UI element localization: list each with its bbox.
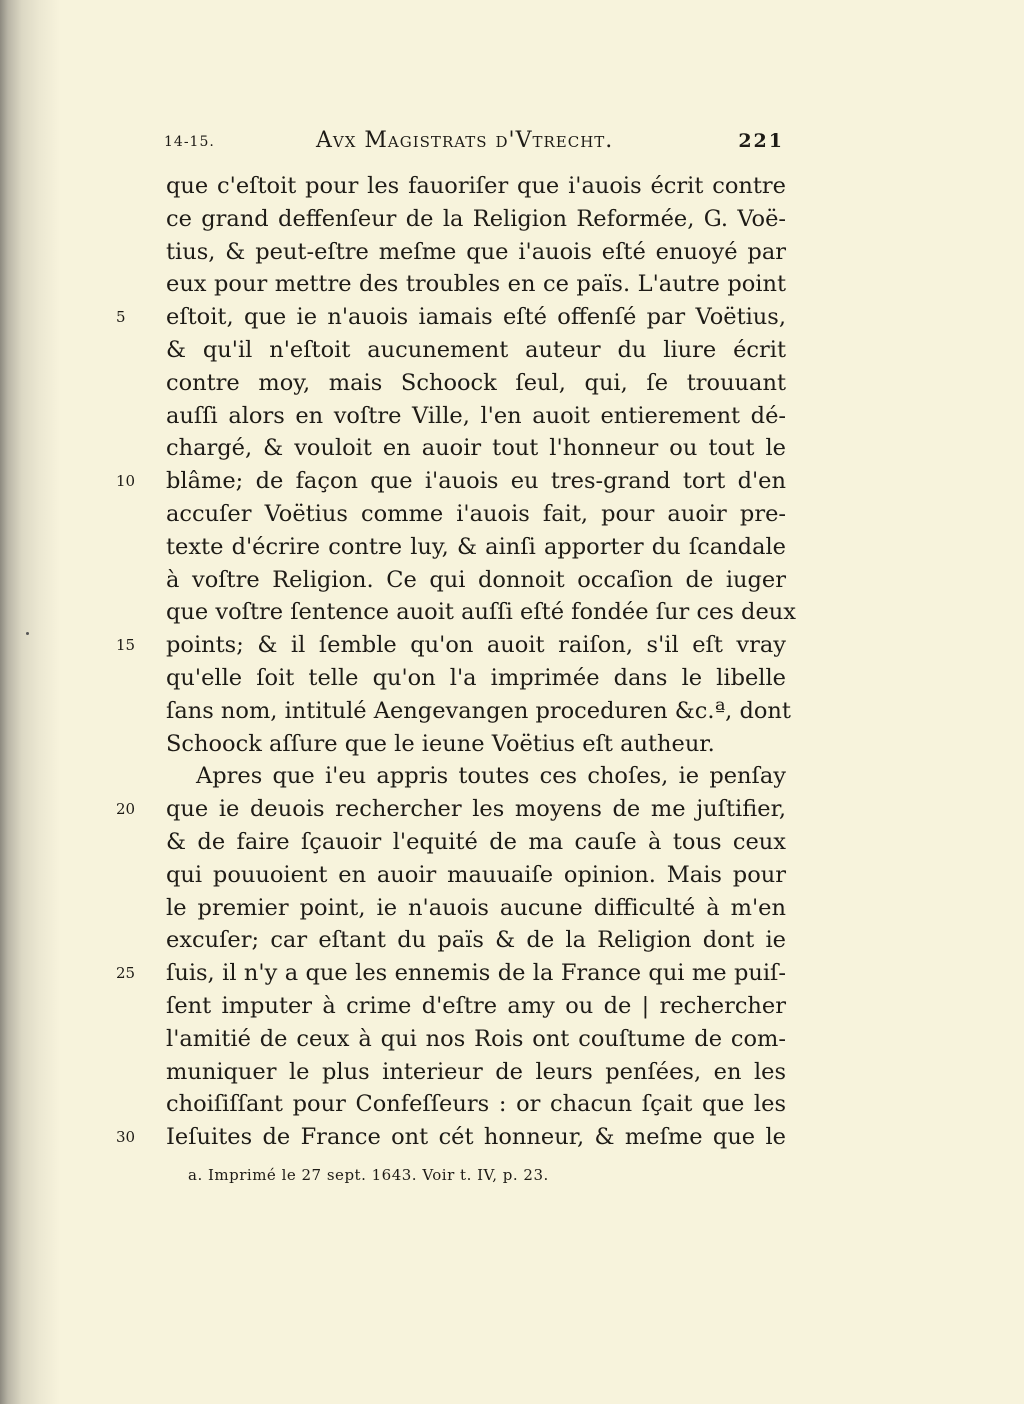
page-number: 221 (738, 130, 784, 152)
text-line (166, 1088, 786, 1121)
line-text: & de faire ſçauoir l'equité de ma cauſe à tous ceux (166, 828, 786, 855)
book-gutter-shadow (0, 0, 60, 1404)
line-text: le premier point, ie n'auois aucune difficulté à m'en (166, 894, 786, 921)
text-line (166, 760, 786, 793)
line-text: que voſtre ſentence auoit auſſi eſté fondée ſur ces deux (166, 599, 796, 626)
text-line (116, 301, 786, 334)
line-number: 10 (116, 472, 136, 491)
line-text: excuſer; car eſtant du païs & de la Religion dont ie (166, 927, 786, 954)
line-text: choiſiſſant pour Confeſſeurs : or chacun ſçait que les (166, 1091, 786, 1118)
text-line (166, 432, 786, 465)
text-line (166, 826, 786, 859)
text-line (166, 596, 796, 629)
line-text: eſtoit, que ie n'auois iamais eſté offenſé par Voëtius, (166, 304, 786, 331)
line-text: ce grand deffenſeur de la Religion Reformée, G. Voë- (166, 205, 786, 232)
line-text: à voſtre Religion. Ce qui donnoit occaſion de iuger (166, 566, 786, 593)
line-text: Ieſuites de France ont cét honneur, & meſme que le (166, 1124, 786, 1151)
line-number: 25 (116, 964, 136, 983)
text-line (166, 268, 786, 301)
text-line (166, 1023, 786, 1056)
line-text: muniquer le plus interieur de leurs penſées, en les (166, 1058, 786, 1085)
line-text: eux pour mettre des troubles en ce païs. L'autre point (166, 271, 786, 298)
text-line (166, 662, 786, 695)
text-line (166, 564, 786, 597)
line-text: Schoock aſſure que le ieune Voëtius eſt autheur. (166, 730, 715, 757)
line-number: 30 (116, 1128, 136, 1147)
text-line (116, 793, 786, 826)
text-line (166, 728, 786, 761)
line-text: accuſer Voëtius comme i'auois fait, pour auoir pre- (166, 500, 786, 527)
line-text: & qu'il n'eſtoit aucunement auteur du liure écrit (166, 336, 786, 363)
text-line (166, 498, 786, 531)
text-line (166, 170, 786, 203)
line-text: blâme; de façon que i'auois eu tres-grand tort d'en (166, 468, 786, 495)
line-text: chargé, & vouloit en auoir tout l'honneur ou tout le (166, 435, 786, 462)
header-title: Avx Magistrats d'Vtrecht. (316, 128, 614, 153)
text-line (166, 695, 791, 728)
text-line (116, 465, 786, 498)
text-line (166, 990, 786, 1023)
line-text: qui pouuoient en auoir mauuaiſe opinion. Mais pour (166, 861, 786, 888)
line-text: ſuis, il n'y a que les ennemis de la France qui me puiſ- (166, 960, 786, 987)
line-text: auſſi alors en voſtre Ville, l'en auoit entierement dé- (166, 402, 786, 429)
line-text: que ie deuois rechercher les moyens de me juſtifier, (166, 796, 786, 823)
line-text: l'amitié de ceux à qui nos Rois ont couſtume de com- (166, 1025, 786, 1052)
text-line (116, 629, 786, 662)
line-text: Apres que i'eu appris toutes ces choſes, ie penſay (196, 763, 786, 790)
text-line (166, 203, 786, 236)
text-line (166, 924, 786, 957)
text-line (166, 859, 786, 892)
line-number: 15 (116, 636, 136, 655)
text-line (166, 531, 786, 564)
line-text: texte d'écrire contre luy, & ainſi apporter du ſcandale (166, 533, 786, 560)
text-line (166, 400, 786, 433)
footnote: a. Imprimé le 27 sept. 1643. Voir t. IV, p. 23. (188, 1166, 549, 1184)
margin-speck (26, 632, 29, 635)
text-line (166, 1056, 786, 1089)
line-number: 20 (116, 800, 136, 819)
line-text: ſans nom, intitulé Aengevangen proceduren &c.ª, dont (166, 697, 791, 724)
text-line (116, 957, 786, 990)
text-line (166, 367, 786, 400)
text-line (166, 236, 786, 269)
line-text: tius, & peut-eſtre meſme que i'auois eſté enuoyé par (166, 238, 786, 265)
line-text: que c'eſtoit pour les fauoriſer que i'auois écrit contre (166, 173, 786, 199)
text-line (166, 892, 786, 925)
text-line (166, 334, 786, 367)
line-text: points; & il ſemble qu'on auoit raiſon, s'il eſt vray (166, 632, 786, 659)
body-text (116, 170, 796, 1154)
line-text: ſent imputer à crime d'eſtre amy ou de | rechercher (166, 992, 786, 1019)
text-line (116, 1121, 786, 1154)
header-page-range: 14-15. (164, 134, 215, 150)
line-text: qu'elle ſoit telle qu'on l'a imprimée dans le libelle (166, 664, 786, 691)
line-text: contre moy, mais Schoock ſeul, qui, ſe trouuant (166, 369, 786, 396)
running-header (164, 128, 784, 160)
line-number: 5 (116, 308, 126, 327)
